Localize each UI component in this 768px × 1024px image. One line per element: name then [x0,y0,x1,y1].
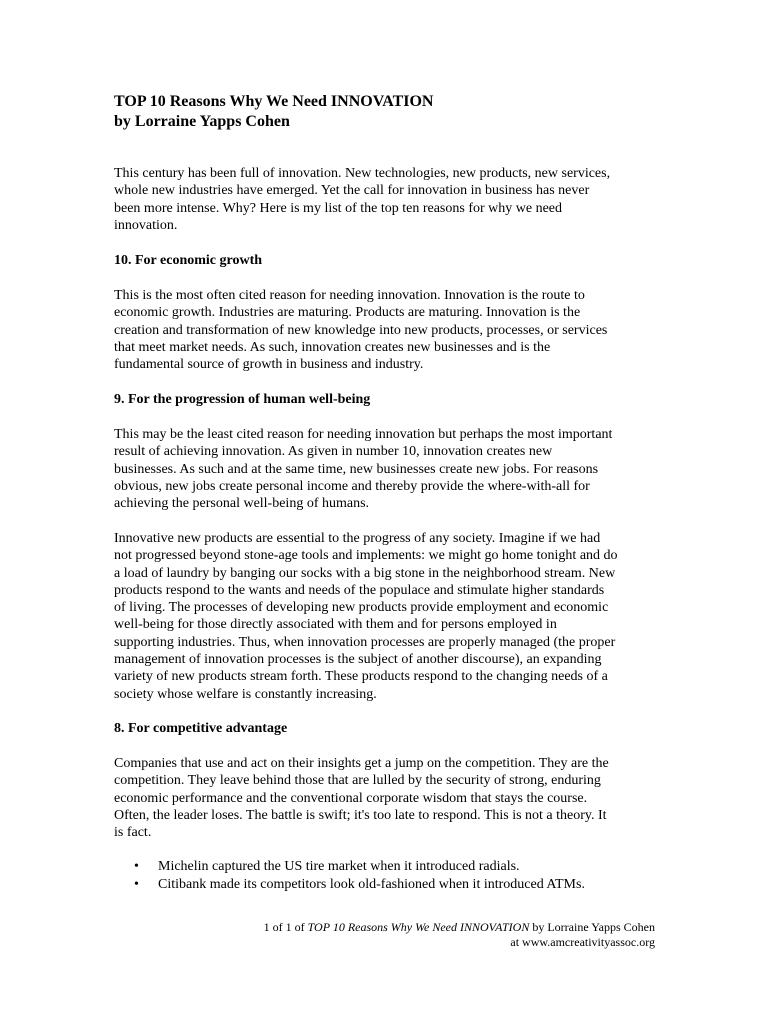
text-line: This century has been full of innovation. New technologies, new products, new services, [114,166,611,181]
section-9-paragraph-1 [114,426,674,512]
text-line: competition. They leave behind those that are lulled by the security of strong, enduring [114,773,601,789]
text-line: not progressed beyond stone-age tools and implements: we might go home tonight and do [114,548,618,564]
section-10-paragraph [114,287,674,373]
text-line: This may be the least cited reason for needing innovation but perhaps the most important [114,427,613,442]
text-line: Often, the leader loses. The battle is swift; it's too late to respond. This is not a theory. It [114,807,607,823]
text-line: obvious, new jobs create personal income and thereby provide the where-with-all for [114,478,590,494]
text-line: variety of new products stream forth. These products respond to the changing needs of a [114,669,608,685]
footer-document-title: TOP 10 Reasons Why We Need INNOVATION [307,920,530,934]
page-footer [264,920,655,950]
bullet-list [114,858,585,893]
section-heading-9: 9. For the progression of human well-being [114,392,371,407]
text-line: been more intense. Why? Here is my list of the top ten reasons for why we need [114,200,562,216]
text-line: businesses. As such and at the same time, new businesses create new jobs. For reasons [114,461,599,477]
list-item-text: Citibank made its competitors look old-fashioned when it introduced ATMs. [158,876,585,892]
intro-paragraph [114,165,674,234]
list-item [114,876,585,894]
text-line: fundamental source of growth in business and industry. [114,357,424,373]
text-line: economic performance and the conventional corporate wisdom that stays the course. [114,790,588,806]
section-9-paragraph-2 [114,530,674,703]
section-heading-8: 8. For competitive advantage [114,721,288,736]
text-line: This is the most often cited reason for needing innovation. Innovation is the route to [114,288,585,303]
text-line: result of achieving innovation. As given in number 10, innovation creates new [114,444,553,460]
text-line: economic growth. Industries are maturing. Products are maturing. Innovation is the [114,305,581,321]
text-line: management of innovation processes is the subject of another discourse), an expanding [114,652,602,668]
footer-byline: by Lorraine Yapps Cohen [529,920,655,934]
footer-line [264,920,655,935]
text-line: products respond to the wants and needs of the populace and stimulate higher standards [114,582,605,598]
text-line: whole new industries have emerged. Yet the call for innovation in business has never [114,183,590,199]
footer-page-count: 1 of 1 of [263,920,308,934]
text-line: well-being for those directly associated with them and for persons employed in [114,617,557,633]
title-line: TOP 10 Reasons Why We Need INNOVATION [114,93,434,110]
bullet-icon: • [134,859,139,874]
text-line: creation and transformation of new knowledge into new products, processes, or services [114,322,608,338]
text-line: of living. The processes of developing new products provide employment and economic [114,600,609,616]
list-item [114,858,585,876]
text-line: society whose welfare is constantly increasing. [114,686,377,702]
bullet-icon: • [134,876,139,892]
text-line: is fact. [114,825,152,841]
text-line: innovation. [114,217,178,233]
section-8-paragraph [114,755,674,841]
text-line: that meet market needs. As such, innovation creates new businesses and is the [114,339,551,355]
text-line: Innovative new products are essential to the progress of any society. Imagine if we had [114,531,601,546]
text-line: a load of laundry by banging our socks with a big stone in the neighborhood stream. New [114,565,616,581]
text-line: achieving the personal well-being of humans. [114,496,370,512]
document-title [114,92,433,132]
footer-website: at www.amcreativityassoc.org [510,935,655,949]
list-item-text: Michelin captured the US tire market when it introduced radials. [158,859,520,874]
text-line: Companies that use and act on their insights get a jump on the competition. They are the [114,756,609,771]
section-heading-10: 10. For economic growth [114,253,263,268]
text-line: supporting industries. Thus, when innovation processes are properly managed (the proper [114,634,616,650]
author-line: by Lorraine Yapps Cohen [114,113,290,130]
